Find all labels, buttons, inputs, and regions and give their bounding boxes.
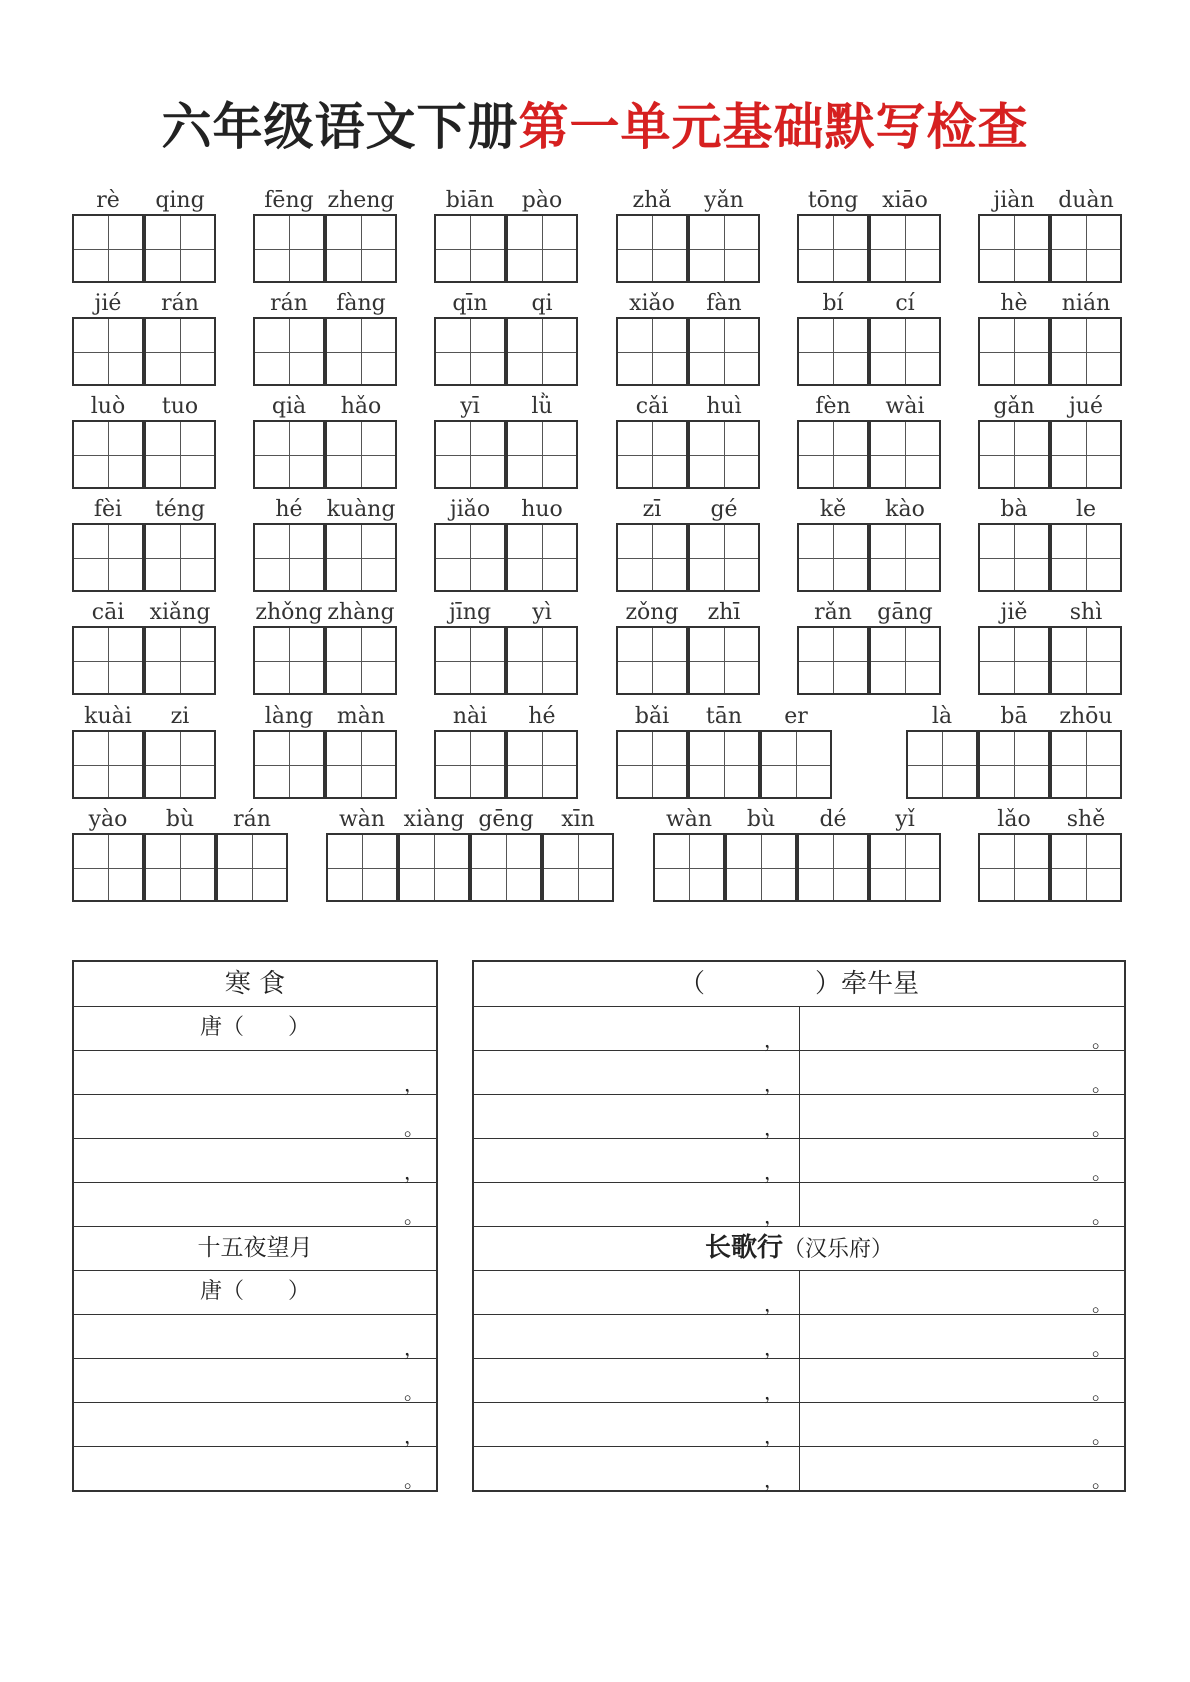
- pinyin-syllable: bù: [165, 807, 195, 832]
- pinyin-syllable: hǎo: [340, 394, 382, 419]
- writing-cell[interactable]: [434, 730, 506, 799]
- poem-line[interactable]: [474, 1270, 1124, 1315]
- pinyin-syllable: kě: [819, 497, 847, 522]
- pinyin-syllable: qià: [271, 394, 307, 419]
- writing-cell[interactable]: [144, 626, 216, 695]
- writing-cell[interactable]: [506, 626, 578, 695]
- pinyin-syllable: shì: [1069, 600, 1103, 625]
- pinyin-syllable: gǎn: [993, 394, 1035, 419]
- pinyin-syllable: cí: [895, 291, 915, 316]
- pinyin-syllable: kuài: [84, 704, 132, 729]
- pinyin-syllable: tōng: [807, 188, 859, 213]
- pinyin-syllable: gēng: [478, 807, 534, 832]
- writing-cell[interactable]: [434, 626, 506, 695]
- pinyin-syllable: cāi: [91, 600, 125, 625]
- punctuation: 。: [1092, 1468, 1112, 1492]
- pinyin-syllable: xiǎo: [629, 291, 675, 316]
- poem-author: 唐（ ）: [199, 1015, 310, 1040]
- pinyin-syllable: làng: [264, 704, 314, 729]
- writing-cell[interactable]: [253, 730, 325, 799]
- writing-cell[interactable]: [797, 523, 869, 592]
- pinyin-syllable: le: [1075, 497, 1097, 522]
- pinyin-syllable: lǎo: [997, 807, 1031, 832]
- writing-cell[interactable]: [144, 523, 216, 592]
- pinyin-syllable: bà: [1000, 497, 1028, 522]
- pinyin-syllable: tuo: [161, 394, 199, 419]
- writing-cell[interactable]: [1050, 214, 1122, 283]
- punctuation: 。: [1092, 1292, 1112, 1316]
- writing-cell[interactable]: [653, 833, 725, 902]
- pinyin-syllable: rǎn: [814, 600, 852, 625]
- writing-cell[interactable]: [869, 833, 941, 902]
- poem-title-row: [74, 962, 436, 1007]
- pinyin-syllable: bù: [746, 807, 776, 832]
- title-rest: （汉乐府）: [783, 1237, 894, 1262]
- pinyin-syllable: jiǎo: [449, 497, 491, 522]
- writing-cell[interactable]: [216, 833, 288, 902]
- pinyin-syllable: tān: [705, 704, 743, 729]
- pinyin-syllable: dé: [819, 807, 847, 832]
- column-divider: [799, 1270, 800, 1314]
- writing-cell[interactable]: [869, 317, 941, 386]
- page-title: [0, 92, 1190, 162]
- writing-cell[interactable]: [434, 420, 506, 489]
- poem-line[interactable]: [74, 1446, 436, 1490]
- punctuation: ，: [404, 1072, 424, 1096]
- writing-cell[interactable]: [72, 214, 144, 283]
- punctuation: 。: [404, 1380, 424, 1404]
- writing-cell[interactable]: [797, 833, 869, 902]
- writing-cell[interactable]: [253, 420, 325, 489]
- pinyin-syllable: bǎi: [634, 704, 670, 729]
- writing-cell[interactable]: [144, 214, 216, 283]
- column-divider: [799, 1314, 800, 1358]
- writing-cell[interactable]: [253, 214, 325, 283]
- writing-cell[interactable]: [325, 523, 397, 592]
- punctuation: 。: [404, 1204, 424, 1228]
- pinyin-syllable: duàn: [1058, 188, 1114, 213]
- writing-cell[interactable]: [797, 214, 869, 283]
- pinyin-syllable: jué: [1068, 394, 1103, 419]
- writing-cell[interactable]: [797, 317, 869, 386]
- pinyin-syllable: kuàng: [326, 497, 396, 522]
- pinyin-syllable: nài: [452, 704, 488, 729]
- pinyin-syllable: luò: [90, 394, 126, 419]
- writing-cell[interactable]: [1050, 833, 1122, 902]
- pinyin-syllable: yào: [88, 807, 128, 832]
- pinyin-syllable: rán: [270, 291, 308, 316]
- pinyin-syllable: gāng: [877, 600, 933, 625]
- writing-cell[interactable]: [506, 420, 578, 489]
- poem-title-row: [474, 1226, 1124, 1271]
- punctuation: 。: [1092, 1160, 1112, 1184]
- writing-cell[interactable]: [760, 730, 832, 799]
- punctuation: 。: [1092, 1028, 1112, 1052]
- writing-cell[interactable]: [869, 420, 941, 489]
- pinyin-syllable: shě: [1066, 807, 1106, 832]
- pinyin-syllable: yī: [460, 394, 480, 419]
- writing-cell[interactable]: [144, 420, 216, 489]
- title-bold: 长歌行: [704, 1233, 783, 1263]
- writing-cell[interactable]: [1050, 730, 1122, 799]
- pinyin-syllable: zhōu: [1059, 704, 1113, 729]
- writing-cell[interactable]: [434, 214, 506, 283]
- writing-cell[interactable]: [1050, 626, 1122, 695]
- writing-cell[interactable]: [325, 730, 397, 799]
- writing-cell[interactable]: [398, 833, 470, 902]
- punctuation: ，: [764, 1204, 784, 1228]
- writing-cell[interactable]: [797, 420, 869, 489]
- column-divider: [799, 1402, 800, 1446]
- writing-cell[interactable]: [978, 626, 1050, 695]
- poem-title-row: [74, 1226, 436, 1271]
- writing-cell[interactable]: [506, 317, 578, 386]
- poem-line[interactable]: [474, 1138, 1124, 1183]
- pinyin-syllable: xiāo: [882, 188, 928, 213]
- pinyin-syllable: là: [931, 704, 953, 729]
- poem-author-row: [74, 1006, 436, 1051]
- poem-title: 寒 食: [224, 969, 286, 999]
- poem-line[interactable]: [74, 1314, 436, 1359]
- writing-cell[interactable]: [616, 523, 688, 592]
- writing-cell[interactable]: [325, 317, 397, 386]
- pinyin-syllable: rè: [96, 188, 120, 213]
- writing-cell[interactable]: [144, 833, 216, 902]
- pinyin-syllable: zhī: [707, 600, 741, 625]
- pinyin-syllable: huo: [521, 497, 563, 522]
- poem-line[interactable]: [74, 1402, 436, 1447]
- pinyin-syllable: xiàng: [403, 807, 465, 832]
- poem-box-hanshi: [72, 960, 438, 1492]
- poem-line[interactable]: [74, 1094, 436, 1139]
- poem-line[interactable]: [74, 1358, 436, 1403]
- punctuation: 。: [404, 1468, 424, 1492]
- punctuation: ，: [764, 1468, 784, 1492]
- writing-cell[interactable]: [72, 730, 144, 799]
- punctuation: 。: [1092, 1204, 1112, 1228]
- pinyin-syllable: qi: [531, 291, 553, 316]
- column-divider: [799, 1138, 800, 1182]
- poem-title: [474, 962, 1124, 1006]
- poem-line[interactable]: [474, 1006, 1124, 1051]
- writing-cell[interactable]: [326, 833, 398, 902]
- writing-cell[interactable]: [688, 626, 760, 695]
- writing-cell[interactable]: [72, 523, 144, 592]
- writing-cell[interactable]: [506, 214, 578, 283]
- writing-cell[interactable]: [616, 214, 688, 283]
- punctuation: ，: [764, 1028, 784, 1052]
- punctuation: ，: [764, 1336, 784, 1360]
- punctuation: 。: [1092, 1116, 1112, 1140]
- column-divider: [799, 1050, 800, 1094]
- pinyin-syllable: wàn: [338, 807, 386, 832]
- pinyin-syllable: hé: [275, 497, 303, 522]
- writing-cell[interactable]: [978, 317, 1050, 386]
- poem-author: 唐（ ）: [199, 1279, 310, 1304]
- pinyin-syllable: fàng: [336, 291, 386, 316]
- punctuation: ，: [764, 1292, 784, 1316]
- writing-cell[interactable]: [1050, 317, 1122, 386]
- writing-cell[interactable]: [688, 214, 760, 283]
- writing-cell[interactable]: [688, 420, 760, 489]
- pinyin-syllable: lǜ: [531, 394, 553, 419]
- writing-cell[interactable]: [616, 420, 688, 489]
- writing-cell[interactable]: [616, 730, 688, 799]
- poem-author-row: [74, 1270, 436, 1315]
- column-divider: [799, 1358, 800, 1402]
- pinyin-syllable: huì: [706, 394, 742, 419]
- pinyin-syllable: zī: [642, 497, 662, 522]
- pinyin-syllable: hè: [1000, 291, 1028, 316]
- writing-cell[interactable]: [978, 420, 1050, 489]
- punctuation: ，: [404, 1424, 424, 1448]
- writing-cell[interactable]: [325, 214, 397, 283]
- pinyin-syllable: qing: [155, 188, 205, 213]
- writing-cell[interactable]: [506, 730, 578, 799]
- pinyin-syllable: yì: [532, 600, 552, 625]
- punctuation: ，: [404, 1336, 424, 1360]
- poem-line[interactable]: [474, 1358, 1124, 1403]
- pinyin-syllable: fèn: [815, 394, 851, 419]
- writing-cell[interactable]: [542, 833, 614, 902]
- writing-cell[interactable]: [72, 626, 144, 695]
- punctuation: 。: [1092, 1424, 1112, 1448]
- writing-cell[interactable]: [144, 317, 216, 386]
- pinyin-syllable: bí: [822, 291, 844, 316]
- pinyin-syllable: kào: [885, 497, 925, 522]
- writing-cell[interactable]: [325, 626, 397, 695]
- writing-cell[interactable]: [434, 317, 506, 386]
- writing-cell[interactable]: [978, 730, 1050, 799]
- poem-title: [474, 1226, 1124, 1272]
- pinyin-syllable: nián: [1061, 291, 1111, 316]
- writing-cell[interactable]: [906, 730, 978, 799]
- pinyin-syllable: gé: [710, 497, 738, 522]
- title-text: ）牵牛星: [815, 969, 920, 999]
- writing-cell[interactable]: [72, 420, 144, 489]
- writing-cell[interactable]: [1050, 420, 1122, 489]
- pinyin-syllable: pào: [521, 188, 563, 213]
- pinyin-syllable: bā: [1000, 704, 1028, 729]
- pinyin-syllable: fèi: [93, 497, 123, 522]
- writing-cell[interactable]: [1050, 523, 1122, 592]
- pinyin-syllable: wàn: [665, 807, 713, 832]
- poem-line[interactable]: [474, 1050, 1124, 1095]
- punctuation: ，: [764, 1116, 784, 1140]
- writing-cell[interactable]: [688, 730, 760, 799]
- poem-line[interactable]: [474, 1446, 1124, 1490]
- pinyin-syllable: zhǒng: [255, 600, 323, 625]
- pinyin-syllable: xīn: [561, 807, 595, 832]
- pinyin-syllable: jiàn: [993, 188, 1035, 213]
- pinyin-syllable: màn: [336, 704, 386, 729]
- poem-line[interactable]: [474, 1094, 1124, 1139]
- pinyin-syllable: rán: [161, 291, 199, 316]
- punctuation: ，: [764, 1380, 784, 1404]
- column-divider: [799, 1094, 800, 1138]
- writing-cell[interactable]: [616, 317, 688, 386]
- punctuation: ，: [764, 1072, 784, 1096]
- writing-cell[interactable]: [688, 523, 760, 592]
- writing-cell[interactable]: [616, 626, 688, 695]
- column-divider: [799, 1446, 800, 1490]
- title-open-paren: （: [678, 969, 705, 999]
- writing-cell[interactable]: [978, 214, 1050, 283]
- title-black: 六年级语文下册: [161, 98, 519, 156]
- pinyin-syllable: xiǎng: [149, 600, 211, 625]
- pinyin-syllable: rán: [233, 807, 271, 832]
- writing-cell[interactable]: [725, 833, 797, 902]
- writing-cell[interactable]: [978, 523, 1050, 592]
- pinyin-syllable: jīng: [448, 600, 492, 625]
- pinyin-syllable: yǎn: [704, 188, 744, 213]
- poem-line[interactable]: [474, 1314, 1124, 1359]
- column-divider: [799, 1006, 800, 1050]
- pinyin-syllable: fàn: [706, 291, 742, 316]
- pinyin-syllable: zheng: [327, 188, 395, 213]
- writing-cell[interactable]: [434, 523, 506, 592]
- pinyin-syllable: téng: [154, 497, 206, 522]
- poem-line[interactable]: [474, 1182, 1124, 1227]
- writing-cell[interactable]: [72, 833, 144, 902]
- pinyin-syllable: er: [784, 704, 808, 729]
- pinyin-syllable: fēng: [264, 188, 314, 213]
- writing-cell[interactable]: [506, 523, 578, 592]
- writing-cell[interactable]: [470, 833, 542, 902]
- punctuation: 。: [1092, 1380, 1112, 1404]
- punctuation: ，: [764, 1160, 784, 1184]
- pinyin-syllable: zhàng: [327, 600, 395, 625]
- writing-cell[interactable]: [253, 317, 325, 386]
- pinyin-syllable: jié: [94, 291, 122, 316]
- punctuation: ，: [404, 1160, 424, 1184]
- pinyin-syllable: jiě: [1000, 600, 1028, 625]
- writing-cell[interactable]: [869, 523, 941, 592]
- writing-cell[interactable]: [253, 626, 325, 695]
- pinyin-syllable: biān: [445, 188, 495, 213]
- pinyin-syllable: qīn: [452, 291, 488, 316]
- poem-box-qianniu: [472, 960, 1126, 1492]
- poem-line[interactable]: [74, 1050, 436, 1095]
- punctuation: 。: [1092, 1072, 1112, 1096]
- punctuation: ，: [764, 1424, 784, 1448]
- pinyin-syllable: zhǎ: [632, 188, 672, 213]
- pinyin-syllable: hé: [528, 704, 556, 729]
- poem-title-row: [474, 962, 1124, 1007]
- poem-title: 十五夜望月: [197, 1235, 313, 1261]
- writing-cell[interactable]: [253, 523, 325, 592]
- pinyin-syllable: wài: [885, 394, 925, 419]
- writing-cell[interactable]: [797, 626, 869, 695]
- writing-cell[interactable]: [978, 833, 1050, 902]
- pinyin-syllable: yǐ: [895, 807, 915, 832]
- poem-line[interactable]: [474, 1402, 1124, 1447]
- writing-cell[interactable]: [869, 626, 941, 695]
- writing-cell[interactable]: [869, 214, 941, 283]
- poem-line[interactable]: [74, 1182, 436, 1227]
- writing-cell[interactable]: [144, 730, 216, 799]
- pinyin-syllable: cǎi: [635, 394, 669, 419]
- poem-line[interactable]: [74, 1138, 436, 1183]
- pinyin-syllable: zi: [170, 704, 190, 729]
- writing-cell[interactable]: [325, 420, 397, 489]
- column-divider: [799, 1182, 800, 1226]
- writing-cell[interactable]: [688, 317, 760, 386]
- pinyin-syllable: zǒng: [625, 600, 679, 625]
- writing-cell[interactable]: [72, 317, 144, 386]
- title-red: 第一单元基础默写检查: [518, 98, 1029, 156]
- punctuation: 。: [404, 1116, 424, 1140]
- punctuation: 。: [1092, 1336, 1112, 1360]
